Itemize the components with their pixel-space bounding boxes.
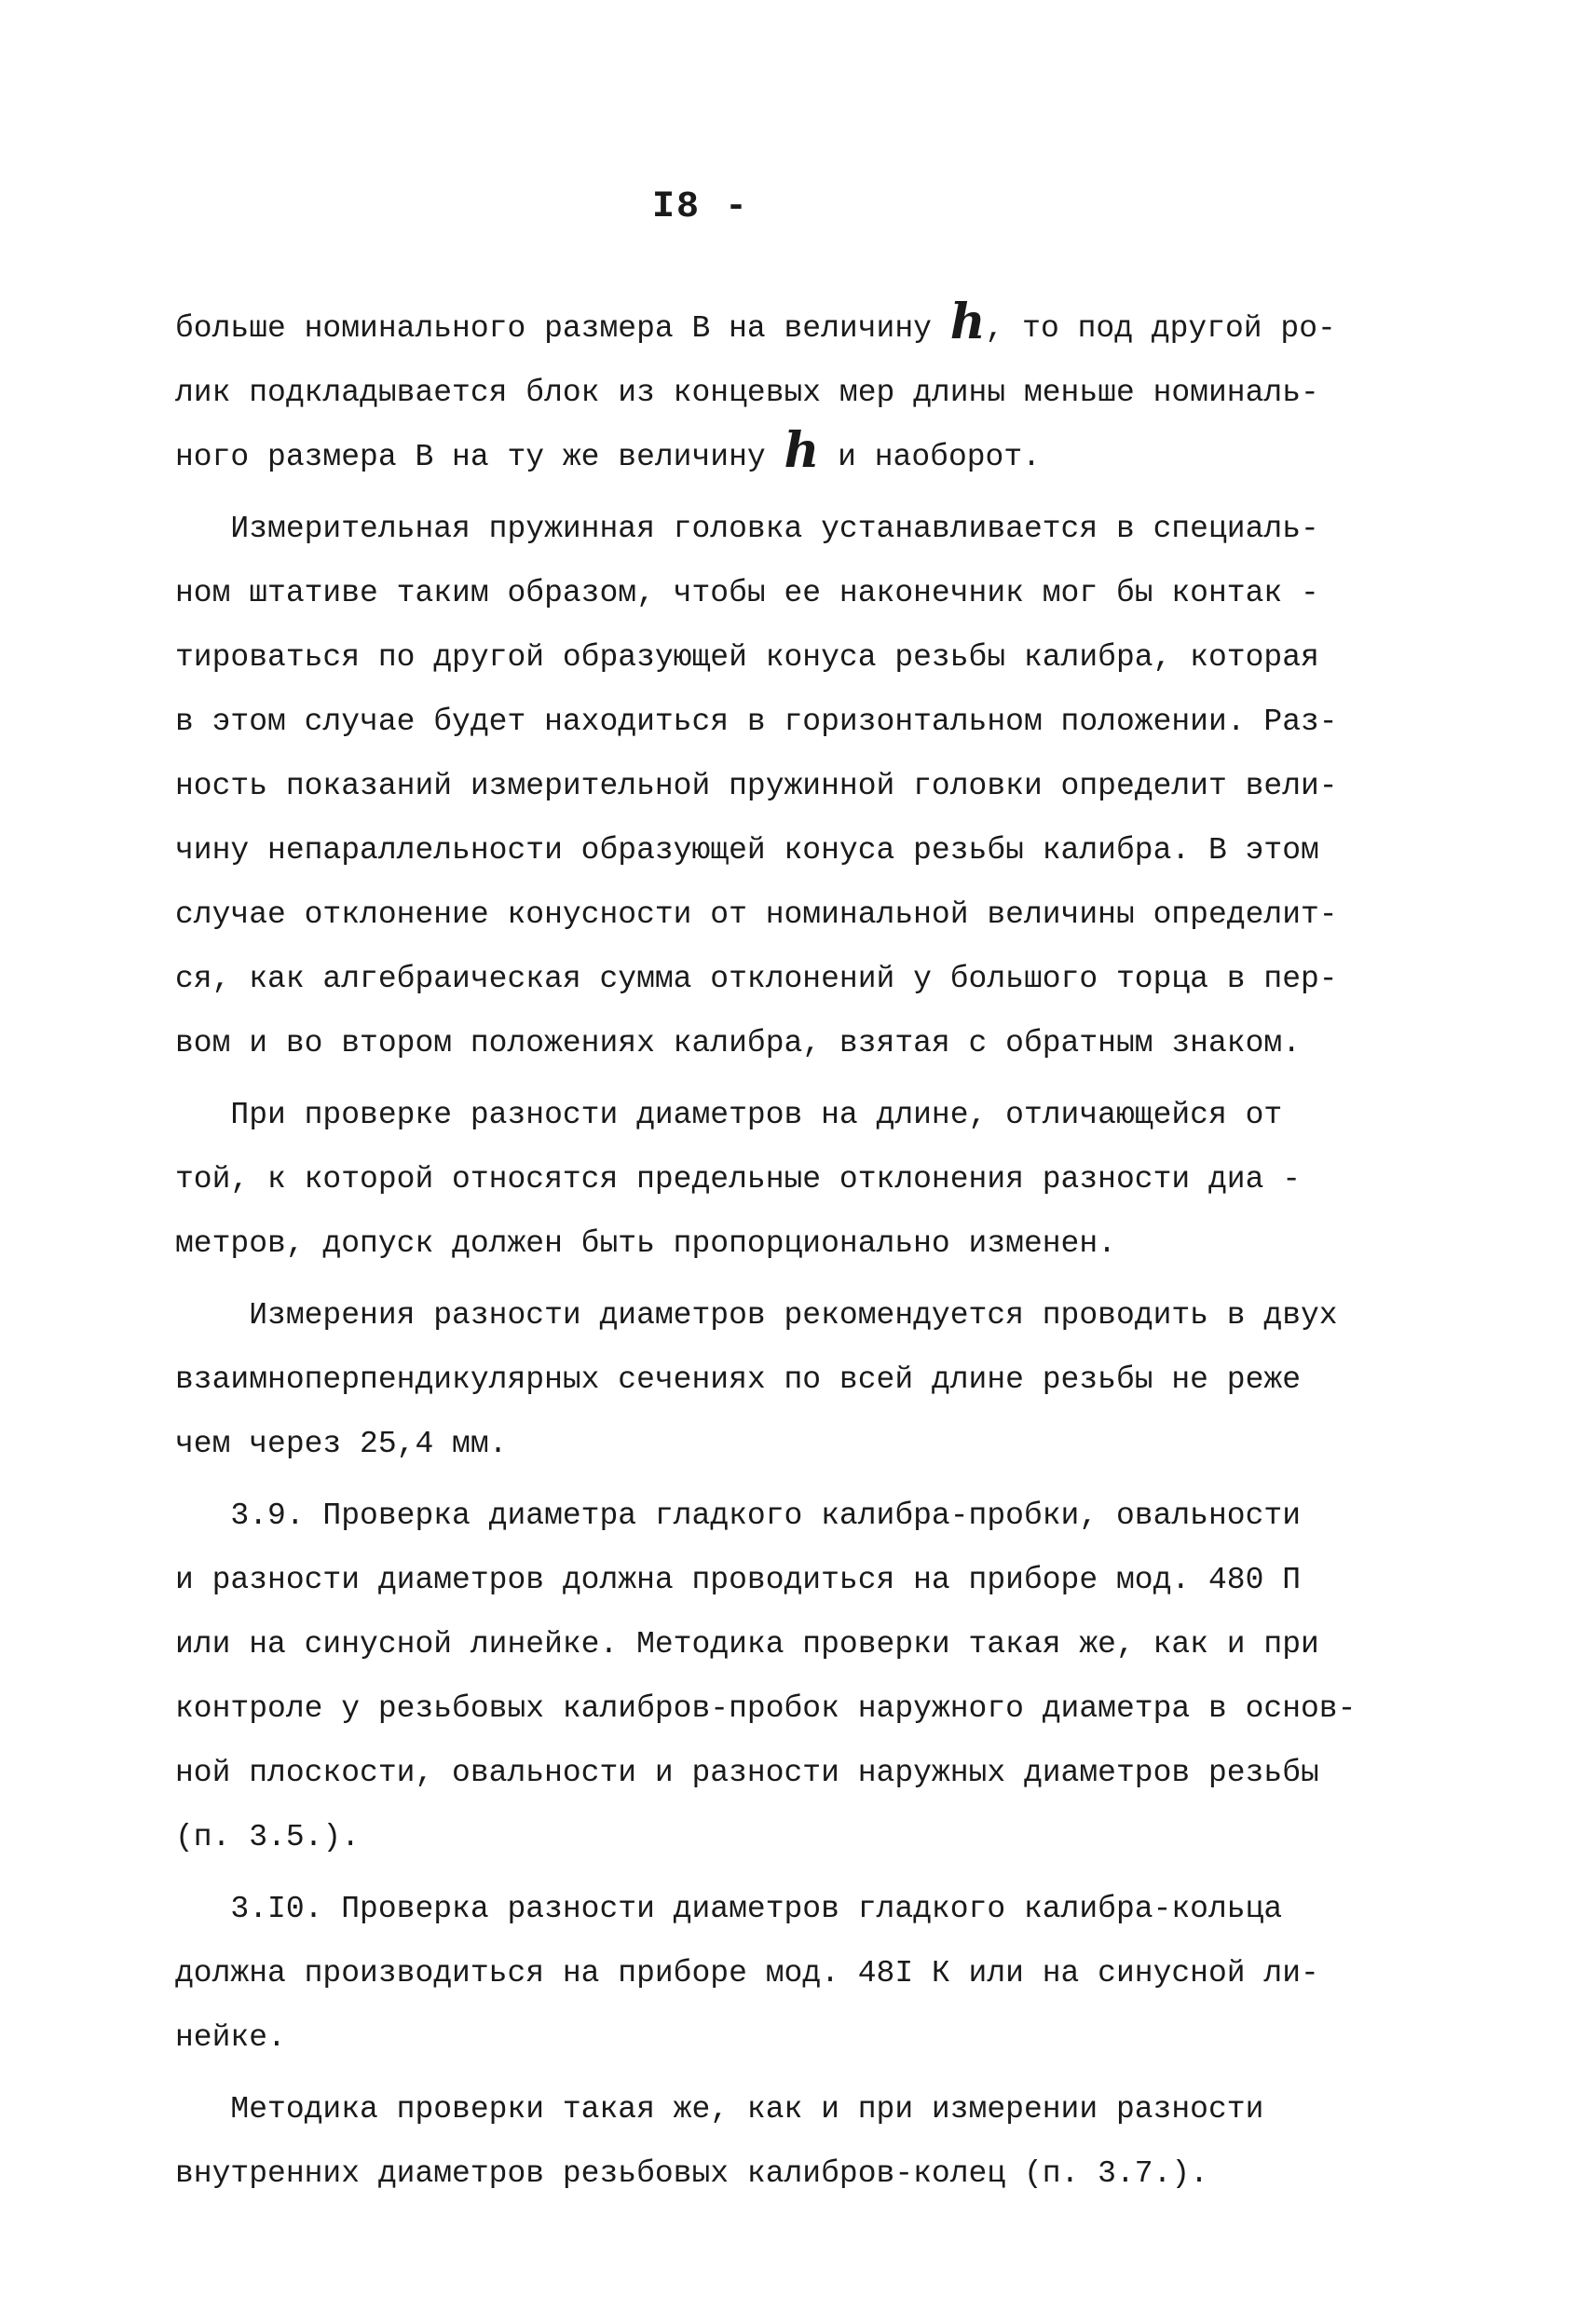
- text-line: [175, 690, 1480, 754]
- paragraph-gap: [175, 1075, 1480, 1083]
- text-line: [175, 1941, 1480, 2005]
- line-text: тироваться по другой образующей конуса резьбы калибра, которая: [175, 640, 1319, 675]
- line-text: ной плоскости, овальности и разности наружных диаметров резьбы: [175, 1756, 1319, 1790]
- text-line: [175, 1676, 1480, 1741]
- paragraph: [175, 296, 1480, 489]
- line-text: и разности диаметров должна проводиться на приборе мод. 480 П: [175, 1563, 1301, 1597]
- page-number: I8 -: [652, 186, 750, 228]
- line-text: случае отклонение конусности от номинальной величины определит-: [175, 897, 1338, 932]
- text-line: [175, 2141, 1480, 2206]
- line-text: больше номинального размера В на величину: [175, 311, 950, 346]
- text-line: [175, 1147, 1480, 1211]
- paragraph-gap: [175, 1476, 1480, 1484]
- paragraph: [175, 497, 1480, 1075]
- paragraph-gap: [175, 489, 1480, 497]
- line-text-continued: , то под другой ро-: [985, 311, 1336, 346]
- text-line: [175, 754, 1480, 818]
- text-line: [175, 1877, 1480, 1941]
- text-line: [175, 1484, 1480, 1548]
- text-line: [175, 296, 1480, 361]
- line-text: ность показаний измерительной пружинной головки определит вели-: [175, 769, 1338, 803]
- line-text: 3.I0. Проверка разности диаметров гладкого калибра-кольца: [175, 1892, 1283, 1926]
- paragraph: [175, 2077, 1480, 2206]
- line-text: лик подкладывается блок из концевых мер длины меньше номиналь-: [175, 376, 1319, 410]
- line-text: чину непараллельности образующей конуса резьбы калибра. В этом: [175, 833, 1319, 868]
- line-text: При проверке разности диаметров на длине, отличающейся от: [175, 1098, 1283, 1132]
- text-line: [175, 422, 1480, 489]
- text-line: [175, 1412, 1480, 1476]
- text-line: [175, 1011, 1480, 1075]
- line-text: контроле у резьбовых калибров-пробок наружного диаметра в основ-: [175, 1691, 1357, 1726]
- paragraph-gap: [175, 1869, 1480, 1877]
- text-line: [175, 1083, 1480, 1147]
- text-line: [175, 361, 1480, 425]
- line-text-continued: и наоборот.: [819, 440, 1041, 474]
- text-line: [175, 947, 1480, 1011]
- line-text: метров, допуск должен быть пропорционально изменен.: [175, 1226, 1116, 1261]
- text-line: [175, 882, 1480, 947]
- text-line: [175, 818, 1480, 882]
- text-line: [175, 2005, 1480, 2070]
- line-text: нейке.: [175, 2020, 286, 2055]
- paragraph-gap: [175, 2070, 1480, 2077]
- line-text: ся, как алгебраическая сумма отклонений у большого торца в пер-: [175, 962, 1338, 996]
- line-text: той, к которой относятся предельные отклонения разности диа -: [175, 1162, 1301, 1197]
- line-text: (п. 3.5.).: [175, 1820, 361, 1854]
- handwritten-variable-h: h: [949, 294, 986, 350]
- line-text: чем через 25,4 мм.: [175, 1427, 508, 1461]
- text-line: [175, 497, 1480, 561]
- line-text: вом и во втором положениях калибра, взятая с обратным знаком.: [175, 1026, 1301, 1060]
- paragraph: [175, 1283, 1480, 1476]
- text-line: [175, 1548, 1480, 1612]
- line-text: ном штативе таким образом, чтобы ее наконечник мог бы контак -: [175, 576, 1319, 610]
- text-line: [175, 1805, 1480, 1869]
- line-text: или на синусной линейке. Методика проверки такая же, как и при: [175, 1627, 1319, 1662]
- paragraph: [175, 1083, 1480, 1276]
- text-line: [175, 1741, 1480, 1805]
- text-line: [175, 625, 1480, 690]
- line-text: в этом случае будет находиться в горизонтальном положении. Раз-: [175, 705, 1338, 739]
- handwritten-variable-h: h: [784, 422, 820, 479]
- line-text: Измерительная пружинная головка устанавливается в специаль-: [175, 512, 1319, 546]
- line-text: взаимноперпендикулярных сечениях по всей длине резьбы не реже: [175, 1362, 1301, 1397]
- text-line: [175, 561, 1480, 625]
- line-text: 3.9. Проверка диаметра гладкого калибра-пробки, овальности: [175, 1498, 1301, 1533]
- paragraph-gap: [175, 1276, 1480, 1283]
- paragraph: [175, 1484, 1480, 1869]
- document-body: [175, 296, 1480, 2206]
- line-text: ного размера В на ту же величину: [175, 440, 784, 474]
- line-text: Методика проверки такая же, как и при измерении разности: [175, 2092, 1264, 2127]
- text-line: [175, 1211, 1480, 1276]
- text-line: [175, 1348, 1480, 1412]
- line-text: Измерения разности диаметров рекомендуется проводить в двух: [175, 1298, 1338, 1333]
- line-text: внутренних диаметров резьбовых калибров-колец (п. 3.7.).: [175, 2156, 1208, 2191]
- text-line: [175, 1612, 1480, 1676]
- line-text: должна производиться на приборе мод. 48I К или на синусной ли-: [175, 1956, 1319, 1991]
- text-line: [175, 1283, 1480, 1348]
- paragraph: [175, 1877, 1480, 2070]
- text-line: [175, 2077, 1480, 2141]
